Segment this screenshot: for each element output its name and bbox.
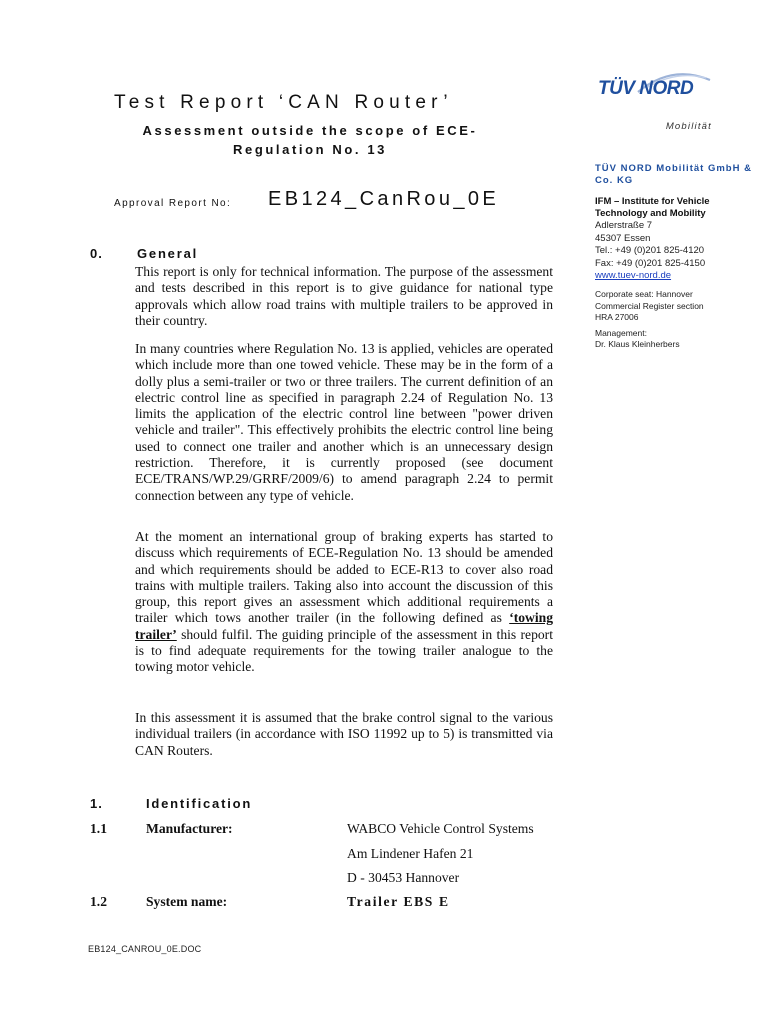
section-0-title: General — [137, 246, 199, 261]
tuev-nord-logo-text: TÜV NORD — [598, 78, 694, 99]
logo-tagline: Mobilität — [665, 121, 712, 132]
section-1-title: Identification — [146, 796, 253, 811]
identification-row-label: Manufacturer: — [146, 821, 233, 836]
manufacturer-name: WABCO Vehicle Control Systems — [347, 821, 534, 836]
identification-row-number: 1.1 — [90, 821, 107, 836]
institute-name: IFM – Institute for Vehicle Technology and Mobility — [595, 196, 710, 219]
paragraph-3-end: should fulfil. The guiding principle of the assessment in this report is to find adequate requirements for the towing trailer analogue to the towing motor vehicle. — [135, 626, 553, 675]
system-name: Trailer EBS E — [347, 894, 450, 909]
company-sidebar — [595, 163, 755, 351]
approval-label: Approval Report No: — [114, 198, 232, 209]
register-number: HRA 27006 — [595, 312, 639, 323]
manufacturer-city: D - 30453 Hannover — [347, 870, 460, 885]
section-1-number: 1. — [90, 796, 103, 811]
general-paragraph-2: In many countries where Regulation No. 13 is applied, vehicles are operated which include more than one towed vehicle. These may be in the form of a dolly plus a semi-trailer or two or three trailers. The current definition of an electric control line as specified in paragraph 2.24 of Regulation No. 13 limits the application of the electric control line between "power driven vehicle and trailer". This effectively prohibits the electric control line being used to connect one trailer and another which is an unnecessary design restriction. Therefore, it is currently proposed (see document ECE/TRANS/WP.29/GRRF/2009/6) to amend paragraph 2.24 to permit connection between any type of vehicle. — [135, 341, 553, 503]
paragraph-3-start: At the moment an international group of braking experts has started to discuss which requirements of ECE-Regulation No. 13 should be amended and which requirements should be added to ECE-R13 to cover also road trains with multiple trailers. Taking also into account the discussion of this group, this report gives an assessment which additional requirements a trailer which tows another trailer (in the following defined as — [135, 529, 553, 626]
phone-number: Tel.: +49 (0)201 825-4120 — [595, 245, 705, 257]
identification-row-number: 1.2 — [90, 894, 107, 909]
address-street: Adlerstraße 7 — [595, 220, 653, 231]
general-paragraph-4: In this assessment it is assumed that the brake control signal to the various individual trailers (in accordance with ISO 11992 up to 5) is transmitted via CAN Routers. — [135, 710, 553, 758]
fax-number: Fax: +49 (0)201 825-4150 — [595, 257, 706, 269]
register-section: Commercial Register section — [595, 300, 704, 311]
management-label: Management: — [595, 327, 647, 338]
approval-number: EB124_CanRou_0E — [268, 188, 500, 210]
towing-trailer-term: ‘towing trailer’ — [135, 610, 553, 642]
general-paragraph-1: This report is only for technical information. The purpose of the assessment and tests described in this report is to give guidance for national type approvals which allow road trains with multiple trailers to be approved in their country. — [135, 264, 553, 328]
corporate-seat: Corporate seat: Hannover — [595, 288, 693, 299]
identification-row-label: System name: — [146, 894, 228, 909]
address-city: 45307 Essen — [595, 232, 651, 244]
management-name: Dr. Klaus Kleinherbers — [595, 339, 680, 350]
report-title: Test Report ‘CAN Router’ — [114, 92, 453, 113]
footer-filename: EB124_CANROU_0E.DOC — [88, 944, 202, 954]
section-0-number: 0. — [90, 246, 103, 261]
manufacturer-street: Am Lindener Hafen 21 — [347, 846, 474, 861]
company-name: TÜV NORD Mobilität GmbH & Co. KG — [595, 163, 752, 186]
general-paragraph-3 — [135, 529, 553, 676]
report-subtitle: Assessment outside the scope of ECE-Regulation No. 13 — [142, 123, 478, 157]
website-link[interactable]: www.tuev-nord.de — [595, 270, 672, 282]
